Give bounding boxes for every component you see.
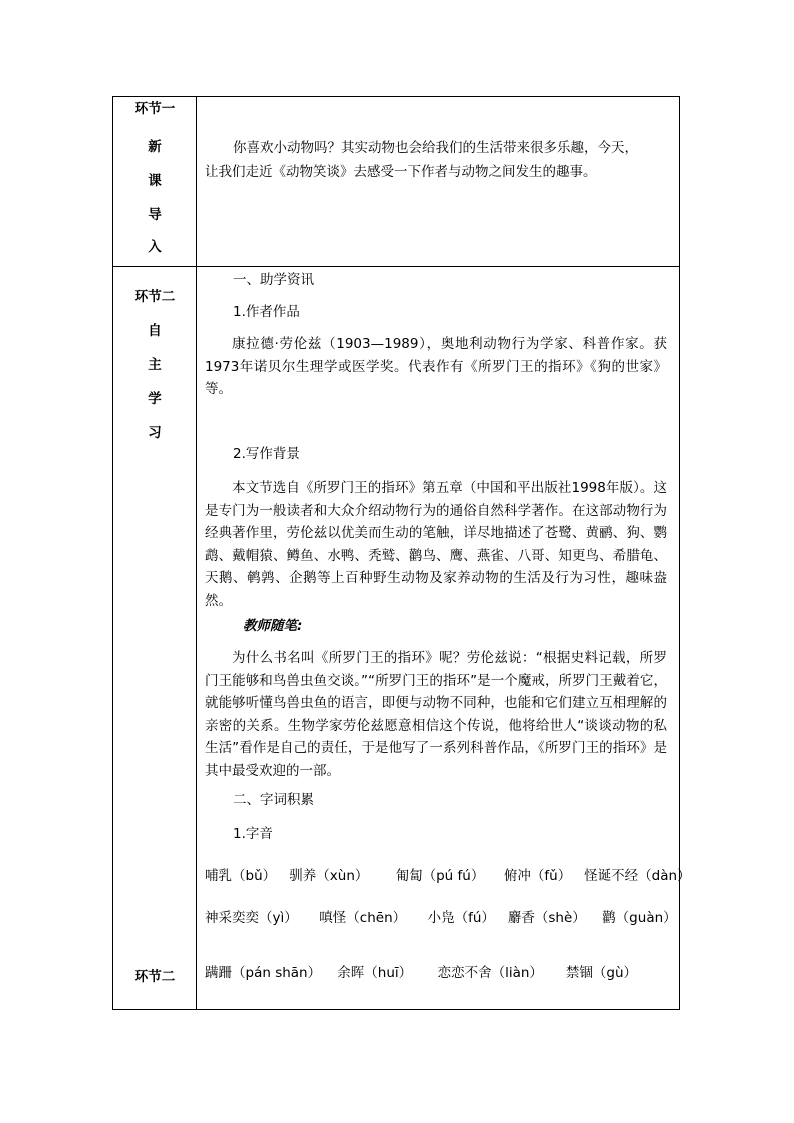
pronunciation-item: 恋恋不舍（liàn） bbox=[437, 965, 543, 981]
section-intro-char-2: 课 bbox=[148, 173, 162, 189]
pronunciation-row-3 bbox=[205, 964, 671, 982]
heading-study-info: 一、助学资讯 bbox=[233, 272, 314, 288]
section-intro-char-1: 新 bbox=[148, 139, 162, 155]
pronunciation-item: 驯养（xùn） bbox=[289, 868, 369, 884]
section-self-study-char-4: 习 bbox=[148, 425, 162, 441]
pronunciation-item: 鹳（guàn） bbox=[602, 910, 677, 926]
heading-pronunciation: 1.字音 bbox=[233, 826, 273, 842]
pronunciation-item: 俯冲（fǔ） bbox=[503, 868, 572, 884]
section-intro-char-3: 导 bbox=[148, 207, 162, 223]
pronunciation-item: 禁锢（gù） bbox=[565, 965, 638, 981]
section-intro-label-cell bbox=[113, 97, 197, 266]
intro-text-line-2: 让我们走近《动物笑谈》去感受一下作者与动物之间发生的趣事。 bbox=[205, 164, 597, 180]
pronunciation-row-2 bbox=[205, 909, 677, 927]
heading-vocabulary: 二、字词积累 bbox=[233, 792, 314, 808]
section-self-study-char-3: 学 bbox=[148, 391, 162, 407]
section-self-study-char-2: 主 bbox=[148, 357, 162, 373]
pronunciation-row-1 bbox=[205, 867, 691, 885]
pronunciation-item: 怪诞不经（dàn） bbox=[584, 868, 691, 884]
section-self-study-label-cell bbox=[113, 267, 197, 1009]
section-self-study-char-1: 自 bbox=[148, 323, 162, 339]
pronunciation-item: 神采奕奕（yì） bbox=[205, 910, 298, 926]
section-self-study-label-bottom: 环节二 bbox=[134, 969, 176, 985]
section-self-study-label: 环节二 bbox=[134, 289, 176, 305]
teacher-note-paragraph: 为什么书名叫《所罗门王的指环》呢？劳伦兹说：“根据史料记载，所罗门王能够和鸟兽虫鱼交谈。”“所罗门王的指环”是一个魔戒，所罗门王戴着它，就能够听懂鸟兽虫鱼的语言，即便与动物不同种，也能和它们建立互相理解的亲密的关系。生物学家劳伦兹愿意相信这个传说，他将给世人“谈谈动物的私生活”看作是自己的责任，于是他写了一系列科普作品，《所罗门王的指环》是其中最受欢迎的一部。 bbox=[205, 650, 667, 779]
pronunciation-item: 哺乳（bǔ） bbox=[205, 868, 277, 884]
section-self-study-row bbox=[113, 267, 691, 1009]
heading-author-works: 1.作者作品 bbox=[233, 304, 300, 320]
section-intro-row bbox=[113, 97, 679, 267]
lesson-table bbox=[112, 96, 691, 1010]
section-intro-label: 环节一 bbox=[134, 101, 176, 117]
intro-text-line-1: 你喜欢小动物吗？其实动物也会给我们的生活带来很多乐趣，今天， bbox=[233, 140, 638, 156]
pronunciation-item: 麝香（shè） bbox=[507, 910, 586, 926]
pronunciation-item: 匍匐（pú fú） bbox=[395, 868, 485, 884]
pronunciation-item: 小凫（fú） bbox=[427, 910, 495, 926]
pronunciation-item: 余晖（huī） bbox=[337, 965, 413, 981]
background-paragraph: 本文节选自《所罗门王的指环》第五章（中国和平出版社1998年版）。这是专门为一般读者和大众介绍动物行为的通俗自然科学著作。在这部动物行为经典著作里，劳伦兹以优美而生动的笔触，详尽地描述了苍鹭、黄鹂、狗、鹦鹉、戴帽猿、鳟鱼、水鸭、秃鹫、鹳鸟、鹰、燕雀、八哥、知更鸟、希腊龟、天鹅、鹌鹑、企鹅等上百种野生动物及家养动物的生活及行为习性，趣味盎然。 bbox=[205, 480, 667, 609]
pronunciation-item: 嗔怪（chēn） bbox=[319, 910, 407, 926]
teacher-note-label: 教师随笔: bbox=[243, 618, 303, 634]
pronunciation-item: 蹒跚（pán shān） bbox=[205, 965, 322, 981]
heading-writing-background: 2.写作背景 bbox=[233, 446, 300, 462]
author-paragraph: 康拉德·劳伦兹（1903—1989），奥地利动物行为学家、科普作家。获1973年诺贝尔生理学或医学奖。代表作有《所罗门王的指环》《狗的世家》等。 bbox=[205, 336, 667, 397]
section-intro-char-4: 入 bbox=[148, 239, 162, 255]
